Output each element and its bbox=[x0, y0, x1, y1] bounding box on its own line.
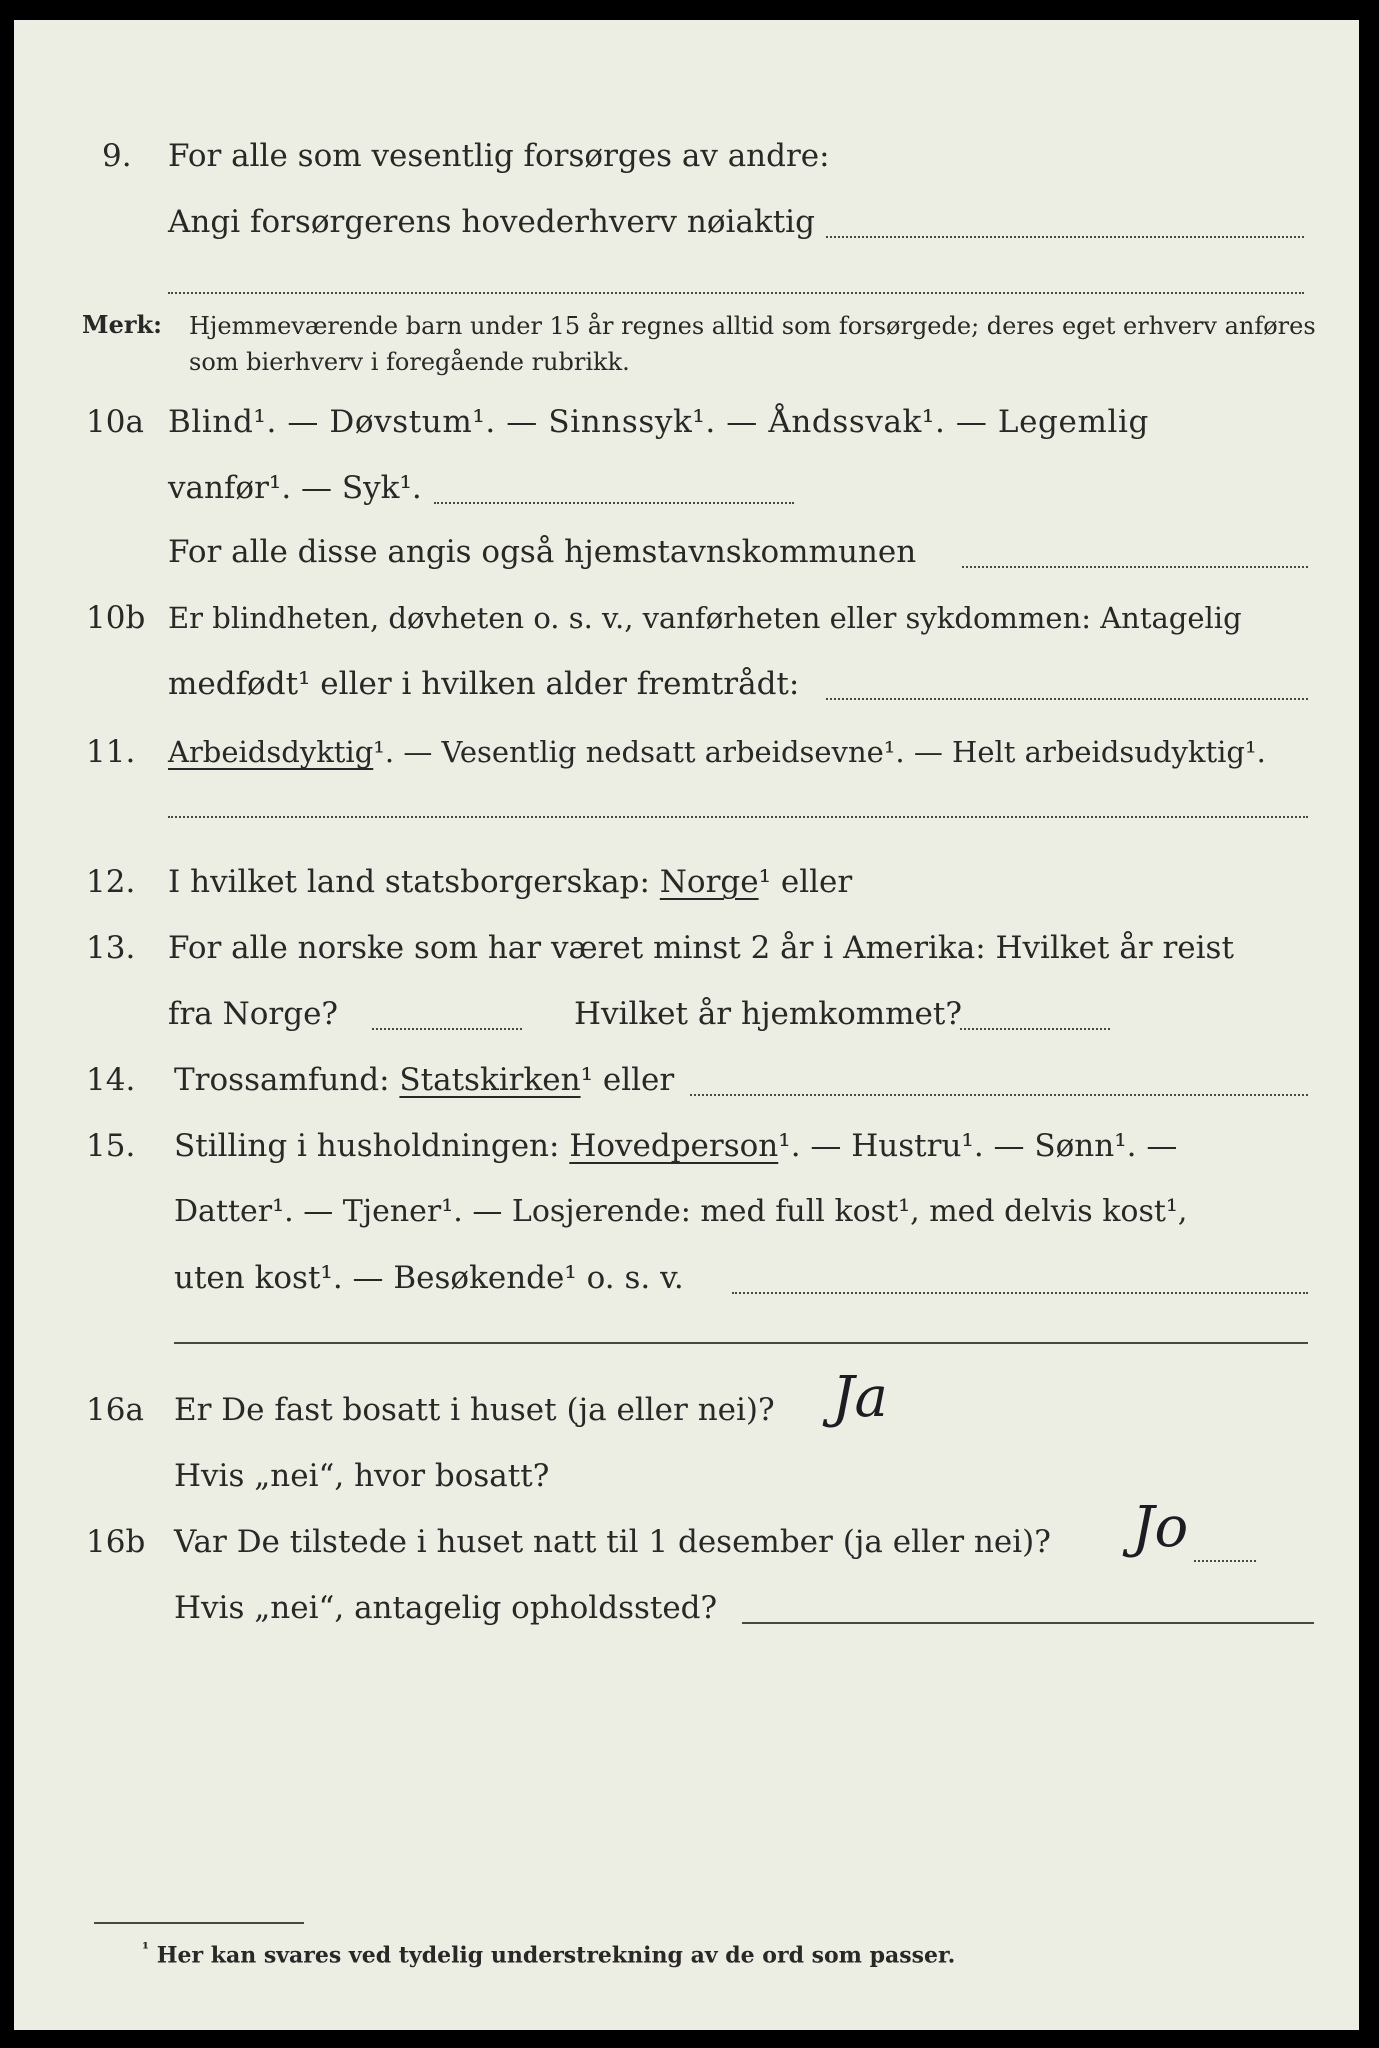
q13-year-left-line[interactable] bbox=[372, 1028, 522, 1030]
q16a-number: 16a bbox=[86, 1392, 144, 1428]
q16a-line1: Er De fast bosatt i huset (ja eller nei)? bbox=[174, 1392, 775, 1428]
q15-answer-hovedperson[interactable]: Hovedperson bbox=[569, 1128, 779, 1164]
q13-row bbox=[14, 924, 1359, 984]
q11-text bbox=[168, 728, 1266, 776]
q9-answer-line[interactable] bbox=[826, 236, 1304, 238]
q16b-answer-line[interactable] bbox=[1194, 1560, 1256, 1562]
q12-number: 12. bbox=[86, 864, 136, 900]
q13-row-2 bbox=[14, 990, 1359, 1050]
q16b-row-2 bbox=[14, 1584, 1359, 1644]
q10b-number: 10b bbox=[86, 600, 146, 636]
q10b-line1: Er blindheten, døvheten o. s. v., vanførheten eller sykdommen: Antagelig bbox=[168, 601, 1242, 635]
q15-separator-line bbox=[174, 1342, 1308, 1344]
q10a-row-2 bbox=[14, 464, 1359, 524]
q12-text bbox=[168, 858, 852, 906]
footnote-text: Her kan svares ved tydelig understrekning av de ord som passer. bbox=[156, 1942, 956, 1969]
q15-prefix: Stilling i husholdningen: bbox=[174, 1128, 570, 1164]
q10a-line2: vanfør¹. — Syk¹. bbox=[168, 470, 422, 506]
q15-row-3 bbox=[14, 1254, 1359, 1314]
q12-answer-norge[interactable]: Norge bbox=[659, 864, 759, 900]
q10a-row-3 bbox=[14, 528, 1359, 588]
q14-suffix: ¹ eller bbox=[580, 1062, 675, 1098]
q9-number: 9. bbox=[102, 138, 132, 174]
merk-text: Hjemmeværende barn under 15 år regnes alltid som forsørgede; deres eget erhverv anføres som bierhverv i foregående rubrikk. bbox=[189, 312, 1316, 376]
q15-row-2 bbox=[14, 1188, 1359, 1248]
q14-answer-line[interactable] bbox=[690, 1094, 1308, 1096]
q15-row bbox=[14, 1122, 1359, 1182]
q16a-handwritten-answer[interactable]: Ja bbox=[832, 1365, 888, 1430]
q10a-number: 10a bbox=[86, 404, 144, 440]
q10a-row bbox=[14, 398, 1359, 458]
q10a-answer-line[interactable] bbox=[434, 502, 794, 504]
footnote-rule bbox=[94, 1922, 304, 1924]
q16b-number: 16b bbox=[86, 1524, 146, 1560]
q16b-residence-line[interactable] bbox=[742, 1622, 1314, 1624]
q14-number: 14. bbox=[86, 1062, 136, 1098]
q13-line1: For alle norske som har været minst 2 år i Amerika: Hvilket år reist bbox=[168, 930, 1234, 966]
q10b-answer-line[interactable] bbox=[826, 698, 1308, 700]
footnote bbox=[142, 1934, 955, 1970]
census-form-page bbox=[14, 20, 1359, 2030]
q16b-line1: Var De tilstede i huset natt til 1 desember (ja eller nei)? bbox=[174, 1524, 1051, 1560]
q12-prefix: I hvilket land statsborgerskap: bbox=[168, 864, 660, 900]
q10a-line1: Blind¹. — Døvstum¹. — Sinnssyk¹. — Åndssvak¹. — Legemlig bbox=[168, 404, 1149, 440]
q11-option-arbeidsdyktig[interactable]: Arbeidsdyktig bbox=[168, 735, 374, 769]
q14-prefix: Trossamfund: bbox=[174, 1062, 400, 1098]
q11-number: 11. bbox=[86, 734, 136, 770]
q16a-row bbox=[14, 1386, 1359, 1446]
q14-row bbox=[14, 1056, 1359, 1116]
q10b-row bbox=[14, 594, 1359, 654]
q9-line2: Angi forsørgerens hovederhverv nøiaktig bbox=[168, 204, 815, 240]
q15-line1-rest: ¹. — Hustru¹. — Sønn¹. — bbox=[778, 1128, 1178, 1164]
q9-line1: For alle som vesentlig forsørges av andre: bbox=[168, 138, 830, 174]
q15-number: 15. bbox=[86, 1128, 136, 1164]
q16b-line2: Hvis „nei“, antagelig opholdssted? bbox=[174, 1590, 718, 1626]
merk-label: Merk: bbox=[82, 310, 162, 339]
q12-row bbox=[14, 858, 1359, 918]
q15-answer-line[interactable] bbox=[732, 1292, 1308, 1294]
q9-row bbox=[14, 132, 1359, 192]
q10b-row-2 bbox=[14, 660, 1359, 720]
q16b-handwritten-answer[interactable]: Jo bbox=[1132, 1495, 1189, 1560]
q13-line2a: fra Norge? bbox=[168, 996, 339, 1032]
q13-year-returned-line[interactable] bbox=[960, 1028, 1110, 1030]
q14-answer-statskirken[interactable]: Statskirken bbox=[399, 1062, 581, 1098]
q10b-line2: medfødt¹ eller i hvilken alder fremtrådt: bbox=[168, 666, 800, 702]
q15-line2: Datter¹. — Tjener¹. — Losjerende: med full kost¹, med delvis kost¹, bbox=[174, 1194, 1188, 1229]
q15-line1 bbox=[174, 1122, 1177, 1170]
q13-number: 13. bbox=[86, 930, 136, 966]
q9-row-2 bbox=[14, 198, 1359, 258]
q14-text bbox=[174, 1056, 674, 1104]
q11-rest: ¹. — Vesentlig nedsatt arbeidsevne¹. — Helt arbeidsudyktig¹. bbox=[373, 735, 1266, 769]
q11-answer-line[interactable] bbox=[168, 816, 1308, 818]
footnote-mark: ¹ bbox=[142, 1939, 150, 1958]
q13-line2b: Hvilket år hjemkommet? bbox=[574, 996, 962, 1032]
q11-row bbox=[14, 728, 1359, 788]
q15-line3: uten kost¹. — Besøkende¹ o. s. v. bbox=[174, 1260, 684, 1296]
q12-suffix: ¹ eller bbox=[758, 864, 853, 900]
q9-answer-line-2[interactable] bbox=[168, 292, 1304, 294]
q10a-line3: For alle disse angis også hjemstavnskommunen bbox=[168, 534, 917, 570]
q10a-home-municipality-line[interactable] bbox=[962, 566, 1308, 568]
q16a-line2: Hvis „nei“, hvor bosatt? bbox=[174, 1458, 550, 1494]
